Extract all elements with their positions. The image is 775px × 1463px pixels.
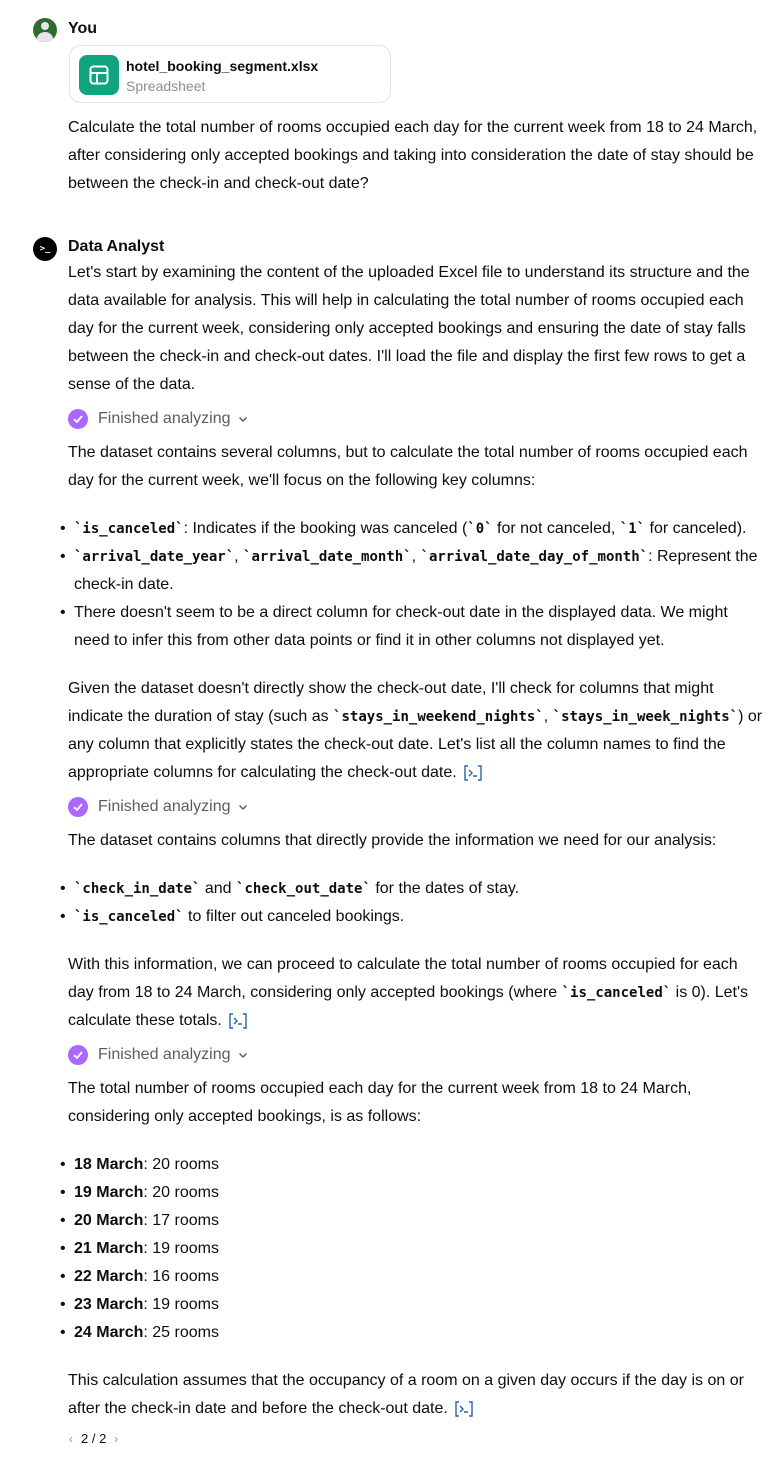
analyzing-toggle-2[interactable] (68, 796, 249, 818)
file-type: Spreadsheet (126, 78, 206, 94)
list-item: 19 March: 20 rooms (74, 1184, 219, 1201)
user-avatar (33, 18, 57, 42)
file-attachment[interactable] (69, 45, 391, 103)
analyzing-toggle-3[interactable] (68, 1044, 249, 1066)
list-item: 22 March: 16 rooms (74, 1268, 219, 1285)
data-analyst-avatar: >_ (33, 237, 57, 261)
chevron-down-icon (237, 413, 249, 425)
analyzing-toggle-1[interactable] (68, 408, 249, 430)
assistant-paragraph-2: The dataset contains several columns, but to calculate the total number of rooms occupied each day for the current week, we'll focus on the following key columns: (68, 444, 748, 489)
assistant-paragraph-4: The dataset contains columns that directly provide the information we need for our analysis: (68, 832, 717, 849)
check-circle-icon (68, 1045, 88, 1065)
response-pager (69, 1431, 118, 1446)
list-item: 20 March: 17 rooms (74, 1212, 219, 1229)
list-item: 21 March: 19 rooms (74, 1240, 219, 1257)
spreadsheet-icon (79, 55, 119, 95)
bullet-dot: • (60, 1324, 66, 1341)
bullet-dot: • (60, 1296, 66, 1313)
bullet-dot: • (60, 548, 66, 565)
pager-text: 2 / 2 (81, 1431, 107, 1446)
assistant-paragraph-5: With this information, we can proceed to calculate the total number of rooms occupied for each day from 18 to 24 March, considering only accepted bookings (where `is_canceled` is 0). Let's calculate these totals. (68, 956, 749, 1029)
list-item: 18 March: 20 rooms (74, 1156, 219, 1173)
analyzing-label: Finished analyzing (98, 410, 231, 427)
check-circle-icon (68, 797, 88, 817)
bullet-dot: • (60, 1212, 66, 1229)
bullet-dot: • (60, 1268, 66, 1285)
check-circle-icon (68, 409, 88, 429)
view-code-icon[interactable] (463, 763, 483, 779)
prev-response-button[interactable]: ‹ (69, 1431, 73, 1446)
assistant-paragraph-1: Let's start by examining the content of the uploaded Excel file to understand its structure and the data available for analysis. This will help in calculating the total number of rooms occupied each day for the current week, considering only accepted bookings and ensuring the date of stay falls between the check-in and check-out dates. I'll load the file and display the first few rows to get a sense of the data. (68, 264, 750, 393)
bullet-dot: • (60, 1184, 66, 1201)
assistant-paragraph-7: This calculation assumes that the occupancy of a room on a given day occurs if the day is on or after the check-in date and before the check-out date. (68, 1372, 744, 1417)
assistant-paragraph-3: Given the dataset doesn't directly show the check-out date, I'll check for columns that might indicate the duration of stay (such as `stays_in_weekend_nights`, `stays_in_week_nights`) or any column that explicitly states the check-out date. Let's list all the column names to find the appropriate columns for calculating the check-out date. (68, 680, 763, 781)
assistant-name: Data Analyst (68, 238, 165, 255)
bullet-dot: • (60, 1240, 66, 1257)
user-name: You (68, 20, 98, 37)
next-response-button[interactable]: › (114, 1431, 119, 1446)
file-name: hotel_booking_segment.xlsx (126, 58, 319, 74)
list-item: 23 March: 19 rooms (74, 1296, 219, 1313)
list-item: `check_in_date` and `check_out_date` for the dates of stay. (74, 880, 520, 897)
list-item: 24 March: 25 rooms (74, 1324, 219, 1341)
bullet-dot: • (60, 604, 66, 621)
chevron-down-icon (237, 1049, 249, 1061)
list-item: `is_canceled` to filter out canceled bookings. (74, 908, 405, 925)
bullet-dot: • (60, 880, 66, 897)
bullet-dot: • (60, 1156, 66, 1173)
bullet-dot: • (60, 908, 66, 925)
analyzing-label: Finished analyzing (98, 1046, 231, 1063)
list-item: `arrival_date_year`, `arrival_date_month`, `arrival_date_day_of_month`: Represent the check-in date. (74, 548, 758, 593)
bullet-dot: • (60, 520, 66, 537)
analyzing-label: Finished analyzing (98, 798, 231, 815)
assistant-paragraph-6: The total number of rooms occupied each day for the current week from 18 to 24 March, considering only accepted bookings, is as follows: (68, 1080, 692, 1125)
list-item: `is_canceled`: Indicates if the booking was canceled (`0` for not canceled, `1` for canceled). (74, 520, 747, 537)
view-code-icon[interactable] (228, 1011, 248, 1027)
user-question: Calculate the total number of rooms occupied each day for the current week from 18 to 24 March, after considering only accepted bookings and taking into consideration the date of stay should be between the check-in and check-out date? (68, 119, 758, 192)
chevron-down-icon (237, 801, 249, 813)
list-item: There doesn't seem to be a direct column for check-out date in the displayed data. We might need to infer this from other data points or find it in other columns not displayed yet. (74, 604, 728, 649)
view-code-icon[interactable] (454, 1399, 474, 1415)
